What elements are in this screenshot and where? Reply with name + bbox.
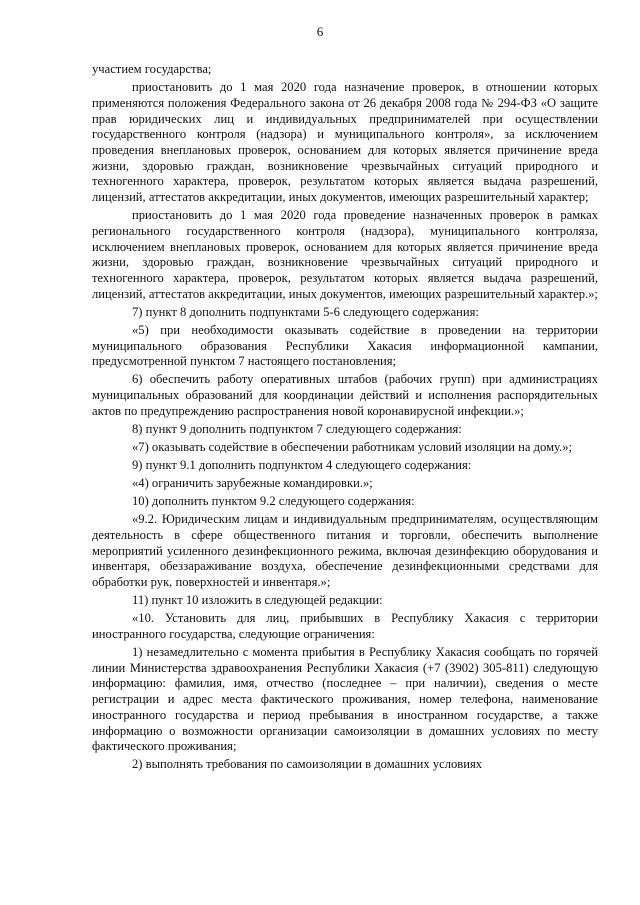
document-body: [92, 62, 598, 773]
paragraph: 7) пункт 8 дополнить подпунктами 5-6 следующего содержания:: [132, 304, 479, 319]
paragraph: «7) оказывать содействие в обеспечении работникам условий изоляции на дому.»;: [132, 439, 573, 454]
paragraph: приостановить до 1 мая 2020 года проведение назначенных проверок в рамках регионального государственного контроля (надзора), муниципального контроляза, исключением внеплановых проверок, основанием для которых является причинение вреда жизни, здоровью граждан, возникновение чрезвычайных ситуаций природного и техногенного характера, проверок, результатом которых является выдача разрешений, лицензий, аттестатов аккредитации, иных документов, имеющих разрешительный характер.»;: [92, 208, 598, 301]
paragraph: «10. Установить для лиц, прибывших в Республику Хакасия с территории иностранного государства, следующие ограничения:: [92, 611, 598, 641]
paragraph: «5) при необходимости оказывать содействие в проведении на территории муниципального образования Республики Хакасия информационной кампании, предусмотренной пунктом 7 настоящего постановления;: [92, 322, 598, 369]
paragraph: «4) ограничить зарубежные командировки.»;: [132, 476, 373, 491]
page-number: 6: [316, 24, 324, 39]
paragraph: 11) пункт 10 изложить в следующей редакции:: [132, 593, 383, 608]
paragraph: приостановить до 1 мая 2020 года назначение проверок, в отношении которых применяются положения Федерального закона от 26 декабря 2008 года № 294-ФЗ «О защите прав юридических лиц и индивидуальных предпринимателей при осуществлении государственного контроля (надзора) и муниципального контроля», за исключением проведения внеплановых проверок, основанием для которых является причинение вреда жизни, здоровью граждан, возникновение чрезвычайных ситуаций природного и техногенного характера, проверок, результатом которых является выдача разрешений, лицензий, аттестатов аккредитации, иных документов, имеющих разрешительный характер;: [92, 80, 598, 205]
paragraph: 9) пункт 9.1 дополнить подпунктом 4 следующего содержания:: [132, 458, 472, 472]
paragraph: 10) дополнить пунктом 9.2 следующего содержания:: [132, 494, 415, 509]
paragraph: 8) пункт 9 дополнить подпунктом 7 следующего содержания:: [132, 421, 462, 436]
paragraph: 2) выполнять требования по самоизоляции в домашних условиях: [132, 757, 483, 772]
paragraph: 6) обеспечить работу оперативных штабов (рабочих групп) при администрациях муниципальных образований для координации действий и исполнения распорядительных актов по предупреждению распространения новой коронавирусной инфекции.»;: [92, 372, 598, 418]
paragraph: участием государства;: [92, 62, 212, 76]
paragraph: «9.2. Юридическим лицам и индивидуальным предпринимателям, осуществляющим деятельность в сфере общественного питания и торговли, обеспечить выполнение мероприятий усиленного дезинфекционного режима, включая дезинфекцию оборудования и инвентаря, обеззараживание воздуха, обеспечение дезинфекционными средствами для обработки рук, поверхностей и инвентаря.»;: [92, 512, 598, 590]
paragraph: 1) незамедлительно с момента прибытия в Республику Хакасия сообщать по горячей линии Министерства здравоохранения Республики Хакасия (+7 (3902) 305-811) следующую информацию: фамилия, имя, отчество (последнее – при наличии), сведения о месте регистрации и адрес места фактического проживания, номер телефона, наименование иностранного государства и период пребывания в иностранном государстве, а также информацию о возможности организации самоизоляции в домашних условиях по месту фактического проживания;: [92, 645, 598, 754]
